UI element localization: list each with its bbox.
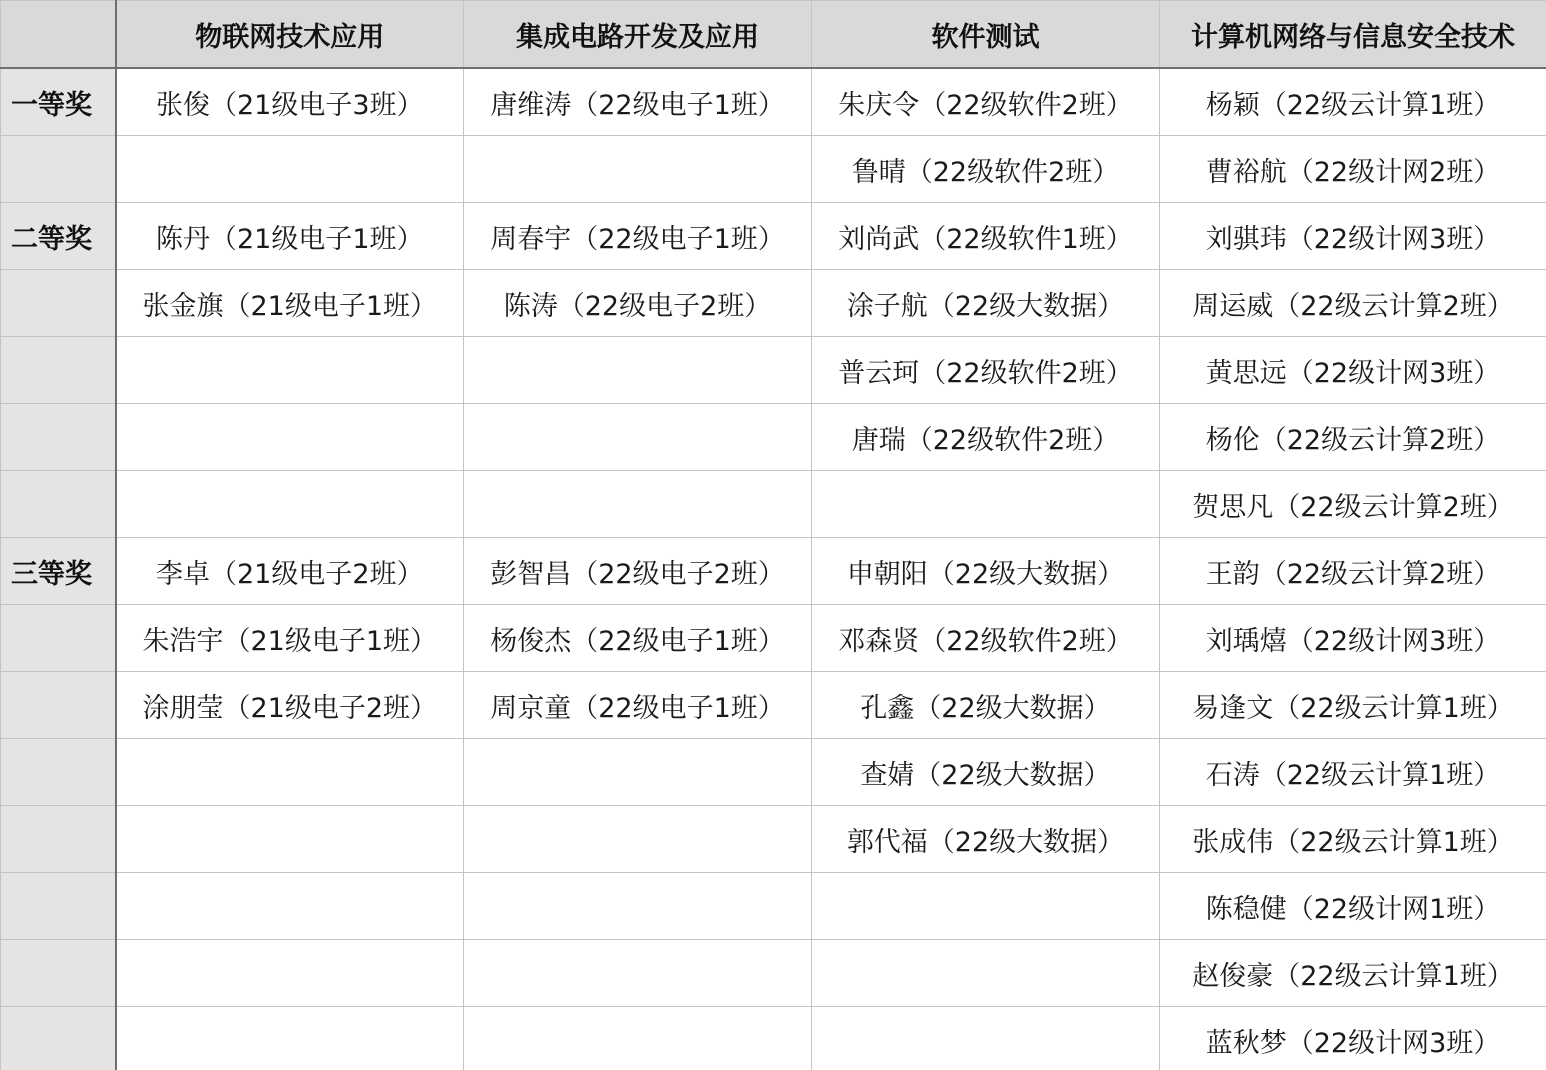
header-cell-ic-design[interactable]: 集成电路开发及应用 <box>464 1 812 69</box>
winner-cell-ic-design[interactable]: 杨俊杰（22级电子1班） <box>464 605 812 672</box>
winner-cell-ic-design[interactable] <box>464 940 812 1007</box>
winner-cell-software-testing[interactable] <box>812 940 1160 1007</box>
winner-cell-iot[interactable] <box>116 940 464 1007</box>
winner-cell-iot[interactable] <box>116 404 464 471</box>
table-row <box>1 806 1546 873</box>
winner-cell-network-security[interactable]: 杨伦（22级云计算2班） <box>1160 404 1546 471</box>
winner-cell-software-testing[interactable]: 刘尚武（22级软件1班） <box>812 203 1160 270</box>
prize-level-cell[interactable] <box>1 404 116 471</box>
winner-cell-iot[interactable] <box>116 337 464 404</box>
winner-cell-iot[interactable] <box>116 873 464 940</box>
table-row <box>1 203 1546 270</box>
winner-cell-software-testing[interactable] <box>812 471 1160 538</box>
winner-cell-software-testing[interactable] <box>812 873 1160 940</box>
winner-cell-iot[interactable]: 张俊（21级电子3班） <box>116 68 464 136</box>
winner-cell-ic-design[interactable] <box>464 471 812 538</box>
winner-cell-network-security[interactable]: 石涛（22级云计算1班） <box>1160 739 1546 806</box>
winner-cell-iot[interactable]: 朱浩宇（21级电子1班） <box>116 605 464 672</box>
header-row <box>1 1 1546 69</box>
header-corner-cell[interactable] <box>1 1 116 69</box>
prize-level-cell[interactable] <box>1 337 116 404</box>
winner-cell-network-security[interactable]: 赵俊豪（22级云计算1班） <box>1160 940 1546 1007</box>
winner-cell-network-security[interactable]: 刘骐玮（22级计网3班） <box>1160 203 1546 270</box>
header-cell-software-testing[interactable]: 软件测试 <box>812 1 1160 69</box>
winner-cell-software-testing[interactable]: 邓森贤（22级软件2班） <box>812 605 1160 672</box>
winner-cell-iot[interactable] <box>116 471 464 538</box>
winner-cell-iot[interactable]: 涂朋莹（21级电子2班） <box>116 672 464 739</box>
winner-cell-iot[interactable] <box>116 806 464 873</box>
winner-cell-software-testing[interactable]: 查婧（22级大数据） <box>812 739 1160 806</box>
winner-cell-iot[interactable] <box>116 1007 464 1070</box>
prize-level-cell[interactable] <box>1 136 116 203</box>
winner-cell-iot[interactable] <box>116 739 464 806</box>
winner-cell-network-security[interactable]: 陈稳健（22级计网1班） <box>1160 873 1546 940</box>
winner-cell-network-security[interactable]: 刘瑀熺（22级计网3班） <box>1160 605 1546 672</box>
winner-cell-ic-design[interactable] <box>464 337 812 404</box>
prize-level-cell[interactable] <box>1 739 116 806</box>
prize-level-cell[interactable]: 一等奖 <box>1 68 116 136</box>
table-body <box>1 68 1546 1070</box>
prize-level-cell[interactable]: 三等奖 <box>1 538 116 605</box>
table-row <box>1 270 1546 337</box>
winner-cell-ic-design[interactable]: 陈涛（22级电子2班） <box>464 270 812 337</box>
prize-level-cell[interactable] <box>1 672 116 739</box>
winner-cell-software-testing[interactable]: 郭代福（22级大数据） <box>812 806 1160 873</box>
winner-cell-ic-design[interactable] <box>464 1007 812 1070</box>
table-row <box>1 873 1546 940</box>
winner-cell-software-testing[interactable]: 普云珂（22级软件2班） <box>812 337 1160 404</box>
winner-cell-software-testing[interactable]: 朱庆令（22级软件2班） <box>812 68 1160 136</box>
winner-cell-network-security[interactable]: 曹裕航（22级计网2班） <box>1160 136 1546 203</box>
header-cell-network-security[interactable]: 计算机网络与信息安全技术 <box>1160 1 1546 69</box>
winner-cell-network-security[interactable]: 杨颖（22级云计算1班） <box>1160 68 1546 136</box>
winner-cell-network-security[interactable]: 张成伟（22级云计算1班） <box>1160 806 1546 873</box>
table-row <box>1 538 1546 605</box>
winner-cell-network-security[interactable]: 蓝秋梦（22级计网3班） <box>1160 1007 1546 1070</box>
winner-cell-iot[interactable]: 李卓（21级电子2班） <box>116 538 464 605</box>
prize-level-cell[interactable] <box>1 605 116 672</box>
winner-cell-ic-design[interactable] <box>464 806 812 873</box>
winner-cell-ic-design[interactable] <box>464 404 812 471</box>
prize-level-cell[interactable] <box>1 270 116 337</box>
winner-cell-network-security[interactable]: 王韵（22级云计算2班） <box>1160 538 1546 605</box>
winner-cell-iot[interactable]: 张金旗（21级电子1班） <box>116 270 464 337</box>
prize-level-cell[interactable] <box>1 471 116 538</box>
winner-cell-software-testing[interactable] <box>812 1007 1160 1070</box>
winner-cell-ic-design[interactable] <box>464 739 812 806</box>
prize-level-cell[interactable] <box>1 940 116 1007</box>
winner-cell-ic-design[interactable] <box>464 873 812 940</box>
prize-level-cell[interactable] <box>1 806 116 873</box>
winner-cell-software-testing[interactable]: 涂子航（22级大数据） <box>812 270 1160 337</box>
table-row <box>1 337 1546 404</box>
winner-cell-ic-design[interactable] <box>464 136 812 203</box>
prize-level-cell[interactable] <box>1 873 116 940</box>
winner-cell-network-security[interactable]: 周运威（22级云计算2班） <box>1160 270 1546 337</box>
winner-cell-network-security[interactable]: 易逢文（22级云计算1班） <box>1160 672 1546 739</box>
header-cell-iot[interactable]: 物联网技术应用 <box>116 1 464 69</box>
table-row <box>1 605 1546 672</box>
table-row <box>1 1007 1546 1070</box>
table-row <box>1 940 1546 1007</box>
prize-level-cell[interactable]: 二等奖 <box>1 203 116 270</box>
winner-cell-iot[interactable]: 陈丹（21级电子1班） <box>116 203 464 270</box>
winner-cell-network-security[interactable]: 贺思凡（22级云计算2班） <box>1160 471 1546 538</box>
table-row <box>1 404 1546 471</box>
table-row <box>1 68 1546 136</box>
winner-cell-ic-design[interactable]: 周春宇（22级电子1班） <box>464 203 812 270</box>
table-row <box>1 136 1546 203</box>
table-row <box>1 471 1546 538</box>
winner-cell-software-testing[interactable]: 唐瑞（22级软件2班） <box>812 404 1160 471</box>
winner-cell-network-security[interactable]: 黄思远（22级计网3班） <box>1160 337 1546 404</box>
winner-cell-ic-design[interactable]: 彭智昌（22级电子2班） <box>464 538 812 605</box>
winner-cell-software-testing[interactable]: 鲁晴（22级软件2班） <box>812 136 1160 203</box>
winner-cell-software-testing[interactable]: 申朝阳（22级大数据） <box>812 538 1160 605</box>
winner-cell-software-testing[interactable]: 孔鑫（22级大数据） <box>812 672 1160 739</box>
table-header <box>1 1 1546 69</box>
table-row <box>1 739 1546 806</box>
prize-level-cell[interactable] <box>1 1007 116 1070</box>
winner-cell-iot[interactable] <box>116 136 464 203</box>
winner-cell-ic-design[interactable]: 唐维涛（22级电子1班） <box>464 68 812 136</box>
table-row <box>1 672 1546 739</box>
winner-cell-ic-design[interactable]: 周京童（22级电子1班） <box>464 672 812 739</box>
